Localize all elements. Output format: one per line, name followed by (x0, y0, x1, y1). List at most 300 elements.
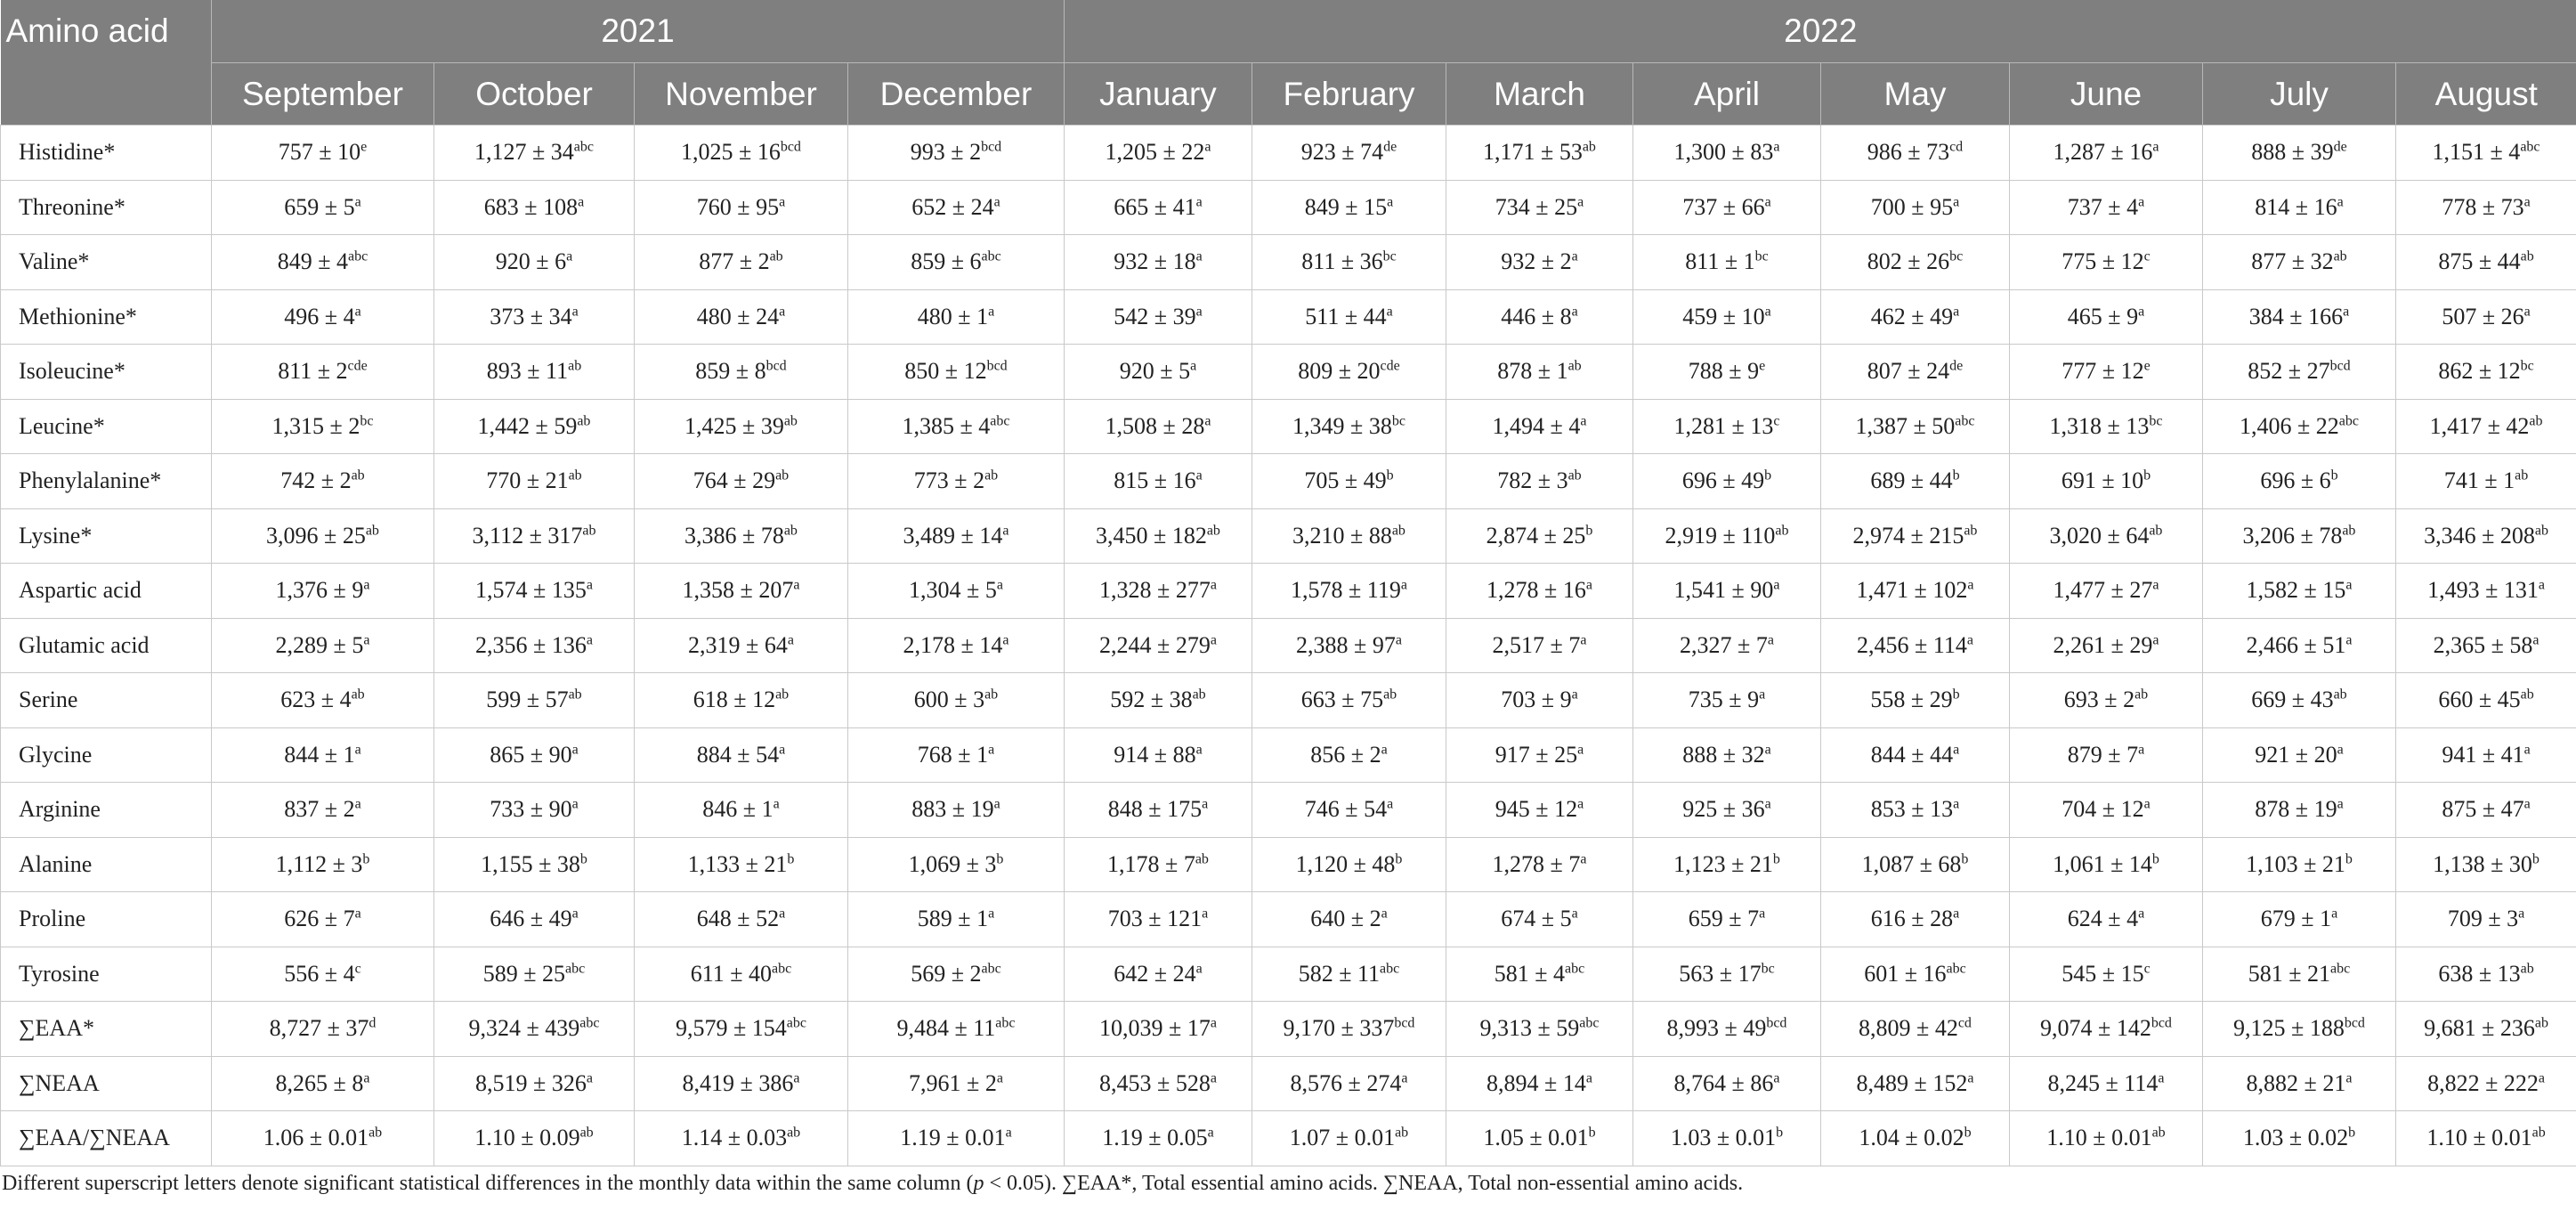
cell-value: 8,576 ± 274 (1290, 1069, 1402, 1096)
cell-value: 737 ± 4 (2067, 193, 2139, 220)
table-cell (1821, 126, 2010, 181)
table-cell (1821, 289, 2010, 345)
table-cell (1065, 837, 1252, 892)
cell-value: 893 ± 11 (486, 358, 569, 385)
table-cell (1065, 235, 1252, 290)
table-row (1, 947, 2576, 1002)
cell-value: 920 ± 5 (1119, 358, 1191, 385)
table-cell (1446, 673, 1633, 728)
cell-significance-letters: c (2143, 961, 2151, 977)
table-cell (2010, 180, 2203, 235)
cell-value: 1,471 ± 102 (1856, 577, 1968, 604)
cell-value: 2,456 ± 114 (1857, 631, 1967, 658)
cell-significance-letters: a (1953, 796, 1960, 812)
month-header: October (434, 63, 635, 126)
cell-significance-letters: ab (984, 687, 999, 703)
cell-significance-letters: ab (2520, 248, 2534, 264)
cell-value: 3,206 ± 78 (2242, 522, 2343, 549)
month-header: September (212, 63, 434, 126)
cell-value: 770 ± 21 (486, 467, 569, 494)
row-label: Alanine (1, 837, 212, 892)
table-cell (1065, 454, 1252, 509)
cell-significance-letters: a (779, 194, 786, 210)
cell-value: 582 ± 11 (1298, 960, 1381, 987)
table-row (1, 235, 2576, 290)
cell-value: 700 ± 95 (1870, 193, 1954, 220)
cell-significance-letters: a (2138, 194, 2145, 210)
cell-significance-letters: ab (568, 687, 582, 703)
table-cell (1633, 1111, 1821, 1166)
cell-value: 462 ± 49 (1870, 303, 1954, 329)
cell-value: 652 ± 24 (911, 193, 994, 220)
table-cell (434, 289, 635, 345)
cell-significance-letters: b (1386, 467, 1394, 484)
cell-value: 616 ± 28 (1870, 906, 1954, 932)
cell-value: 623 ± 4 (280, 687, 352, 713)
table-cell (1065, 1111, 1252, 1166)
month-header: March (1446, 63, 1633, 126)
cell-value: 1,278 ± 16 (1486, 577, 1586, 604)
cell-value: 10,039 ± 17 (1099, 1015, 1211, 1042)
cell-significance-letters: a (1759, 687, 1766, 703)
cell-value: 849 ± 15 (1304, 193, 1388, 220)
cell-value: 511 ± 44 (1305, 303, 1387, 329)
cell-significance-letters: ab (2135, 687, 2149, 703)
cell-significance-letters: a (1401, 1070, 1408, 1086)
cell-value: 592 ± 38 (1110, 687, 1193, 713)
cell-significance-letters: a (2152, 632, 2159, 648)
cell-significance-letters: a (571, 304, 579, 320)
table-cell (2010, 1111, 2203, 1166)
table-cell (2203, 1056, 2396, 1111)
cell-value: 558 ± 29 (1870, 687, 1953, 713)
cell-value: 696 ± 49 (1681, 467, 1765, 494)
cell-value: 1.03 ± 0.02 (2242, 1125, 2349, 1151)
table-cell (1065, 289, 1252, 345)
cell-significance-letters: abc (1946, 961, 1966, 977)
cell-significance-letters: bcd (2344, 1015, 2365, 1031)
table-cell (848, 618, 1065, 673)
cell-value: 2,466 ± 51 (2246, 631, 2346, 658)
cell-value: 1,281 ± 13 (1673, 412, 1774, 439)
table-cell (1633, 1002, 1821, 1057)
table-cell (434, 892, 635, 947)
table-cell (1446, 180, 1633, 235)
cell-value: 737 ± 66 (1682, 193, 1765, 220)
month-header: June (2010, 63, 2203, 126)
cell-value: 642 ± 24 (1114, 960, 1196, 987)
cell-value: 3,346 ± 208 (2424, 522, 2535, 549)
cell-value: 877 ± 32 (2251, 248, 2334, 275)
cell-significance-letters: de (1949, 358, 1964, 374)
cell-value: 1,205 ± 22 (1105, 139, 1205, 166)
table-cell (848, 947, 1065, 1002)
cell-significance-letters: b (2330, 467, 2338, 484)
cell-value: 1,138 ± 30 (2433, 850, 2532, 877)
table-cell (1633, 564, 1821, 619)
cell-value: 1,582 ± 15 (2246, 577, 2346, 604)
cell-value: 859 ± 6 (911, 248, 982, 275)
cell-value: 581 ± 21 (2248, 960, 2331, 987)
cell-significance-letters: b (1588, 1125, 1596, 1141)
table-cell (1065, 508, 1252, 564)
cell-significance-letters: a (996, 577, 1003, 593)
table-row (1, 508, 2576, 564)
table-cell (2203, 508, 2396, 564)
cell-significance-letters: abc (579, 1015, 600, 1031)
cell-significance-letters: ab (1206, 523, 1220, 539)
cell-value: 9,125 ± 188 (2233, 1015, 2345, 1042)
cell-significance-letters: a (566, 248, 573, 264)
cell-value: 1,387 ± 50 (1855, 412, 1956, 439)
table-cell (2396, 235, 2576, 290)
cell-significance-letters: a (1207, 1125, 1214, 1141)
cell-value: 3,210 ± 88 (1292, 522, 1392, 549)
table-row (1, 1056, 2576, 1111)
table-cell (848, 126, 1065, 181)
cell-value: 1,103 ± 21 (2246, 850, 2345, 877)
cell-significance-letters: b (787, 851, 795, 867)
cell-significance-letters: cd (1949, 139, 1964, 155)
table-cell (1446, 126, 1633, 181)
cell-significance-letters: b (2143, 467, 2151, 484)
table-cell (1633, 454, 1821, 509)
cell-significance-letters: a (1387, 194, 1394, 210)
table-cell (2010, 783, 2203, 838)
table-cell (1252, 618, 1446, 673)
cell-value: 465 ± 9 (2067, 303, 2139, 329)
cell-significance-letters: a (1002, 632, 1009, 648)
cell-value: 8,419 ± 386 (682, 1069, 794, 1096)
cell-significance-letters: a (363, 577, 370, 593)
cell-significance-letters: a (2158, 1070, 2165, 1086)
cell-significance-letters: a (354, 194, 361, 210)
cell-value: 626 ± 7 (284, 906, 355, 932)
table-cell (1252, 1056, 1446, 1111)
table-cell (2396, 673, 2576, 728)
cell-value: 1,155 ± 38 (481, 850, 580, 877)
cell-value: 878 ± 1 (1497, 358, 1568, 385)
cell-value: 1,087 ± 68 (1861, 850, 1962, 877)
cell-significance-letters: bc (360, 413, 374, 429)
cell-significance-letters: ab (787, 1125, 801, 1141)
cell-value: 446 ± 8 (1501, 303, 1572, 329)
cell-significance-letters: a (779, 304, 786, 320)
cell-value: 569 ± 2 (911, 960, 982, 987)
cell-value: 704 ± 12 (2062, 796, 2144, 823)
table-cell (1252, 727, 1446, 783)
cell-value: 856 ± 2 (1310, 741, 1381, 768)
table-cell (1065, 399, 1252, 454)
cell-value: 1,300 ± 83 (1673, 139, 1774, 166)
table-cell (1446, 454, 1633, 509)
cell-value: 884 ± 54 (696, 741, 780, 768)
cell-significance-letters: b (1585, 523, 1593, 539)
footnote-text-start: Different superscript letters denote significant statistical differences in the monthly data within the same column ( (2, 1171, 974, 1195)
table-cell (2203, 783, 2396, 838)
cell-significance-letters: a (1381, 742, 1388, 758)
cell-significance-letters: a (988, 304, 995, 320)
table-cell (212, 345, 434, 400)
cell-significance-letters: ab (2333, 248, 2347, 264)
row-label: ∑EAA/∑NEAA (1, 1111, 212, 1166)
table-cell (1252, 892, 1446, 947)
cell-significance-letters: ab (582, 523, 596, 539)
table-cell (2203, 727, 2396, 783)
cell-value: 2,327 ± 7 (1680, 631, 1768, 658)
table-cell (1821, 345, 2010, 400)
cell-significance-letters: a (571, 742, 579, 758)
cell-value: 1,406 ± 22 (2240, 412, 2339, 439)
cell-significance-letters: a (1953, 742, 1960, 758)
table-cell (1821, 1111, 2010, 1166)
table-cell (848, 235, 1065, 290)
cell-value: 1,494 ± 4 (1492, 412, 1581, 439)
table-cell (1821, 180, 2010, 235)
cell-value: 1,304 ± 5 (909, 577, 997, 604)
year-header-2022: 2022 (1065, 0, 2576, 63)
year-header-row (1, 0, 2576, 63)
table-cell (212, 783, 434, 838)
table-cell (848, 1056, 1065, 1111)
cell-significance-letters: ab (568, 358, 582, 374)
cell-significance-letters: bcd (1394, 1015, 1415, 1031)
cell-significance-letters: a (354, 906, 361, 922)
cell-value: 9,681 ± 236 (2424, 1015, 2535, 1042)
cell-value: 852 ± 27 (2248, 358, 2330, 385)
cell-significance-letters: a (2523, 194, 2531, 210)
table-footnote (0, 1166, 2576, 1196)
cell-significance-letters: ab (1195, 851, 1209, 867)
cell-significance-letters: ab (351, 467, 365, 484)
cell-value: 1,133 ± 21 (687, 850, 788, 877)
table-cell (2010, 345, 2203, 400)
cell-significance-letters: a (1571, 687, 1578, 703)
cell-value: 599 ± 57 (486, 687, 569, 713)
table-cell (1065, 1002, 1252, 1057)
cell-value: 1,574 ± 135 (475, 577, 587, 604)
cell-significance-letters: ab (2531, 1125, 2546, 1141)
table-cell (434, 947, 635, 1002)
cell-value: 8,822 ± 222 (2427, 1069, 2539, 1096)
cell-significance-letters: d (369, 1015, 377, 1031)
table-cell (2010, 618, 2203, 673)
table-cell (1446, 1111, 1633, 1166)
cell-significance-letters: bcd (2151, 1015, 2172, 1031)
cell-value: 9,484 ± 11 (896, 1015, 996, 1042)
table-cell (2203, 289, 2396, 345)
cell-value: 802 ± 26 (1867, 248, 1950, 275)
cell-value: 1,477 ± 27 (2053, 577, 2153, 604)
cell-significance-letters: a (363, 632, 370, 648)
cell-significance-letters: a (1210, 1070, 1217, 1086)
table-cell (1252, 454, 1446, 509)
cell-significance-letters: bc (1754, 248, 1769, 264)
cell-significance-letters: a (2331, 906, 2338, 922)
table-cell (1446, 235, 1633, 290)
cell-significance-letters: abc (348, 248, 369, 264)
table-cell (1252, 673, 1446, 728)
table-cell (1821, 727, 2010, 783)
month-header: February (1252, 63, 1446, 126)
cell-significance-letters: b (2151, 851, 2159, 867)
month-header: January (1065, 63, 1252, 126)
table-cell (212, 235, 434, 290)
row-label: ∑NEAA (1, 1056, 212, 1111)
table-cell (1821, 508, 2010, 564)
cell-value: 9,170 ± 337 (1283, 1015, 1395, 1042)
cell-significance-letters: abc (565, 961, 586, 977)
table-cell (434, 454, 635, 509)
table-cell (2396, 508, 2576, 564)
table-cell (1252, 837, 1446, 892)
cell-value: 925 ± 36 (1682, 796, 1765, 823)
table-cell (1633, 399, 1821, 454)
table-cell (2010, 454, 2203, 509)
row-label: Aspartic acid (1, 564, 212, 619)
cell-significance-letters: a (993, 796, 1000, 812)
cell-value: 993 ± 2 (910, 139, 982, 166)
table-cell (2010, 1056, 2203, 1111)
table-cell (2396, 618, 2576, 673)
year-header-2021: 2021 (212, 0, 1065, 63)
table-cell (2010, 947, 2203, 1002)
cell-value: 735 ± 9 (1688, 687, 1760, 713)
cell-value: 1,358 ± 207 (682, 577, 794, 604)
table-cell (1252, 947, 1446, 1002)
cell-significance-letters: a (793, 577, 800, 593)
table-cell (635, 673, 848, 728)
cell-value: 3,112 ± 317 (472, 522, 583, 549)
month-header: April (1633, 63, 1821, 126)
table-cell (635, 454, 848, 509)
cell-value: 742 ± 2 (280, 467, 352, 494)
cell-significance-letters: a (1953, 304, 1960, 320)
cell-value: 1,112 ± 3 (275, 850, 363, 877)
table-cell (2396, 399, 2576, 454)
table-cell (635, 399, 848, 454)
cell-significance-letters: abc (1579, 1015, 1600, 1031)
table-cell (434, 180, 635, 235)
cell-value: 921 ± 20 (2255, 741, 2337, 768)
cell-value: 945 ± 12 (1495, 796, 1578, 823)
table-cell (1633, 289, 1821, 345)
cell-significance-letters: bcd (2329, 358, 2351, 374)
table-cell (2396, 126, 2576, 181)
cell-significance-letters: a (1580, 413, 1587, 429)
table-row (1, 1111, 2576, 1166)
table-cell (2396, 892, 2576, 947)
table-cell (2396, 289, 2576, 345)
cell-value: 1.10 ± 0.01 (2426, 1125, 2532, 1151)
table-row (1, 564, 2576, 619)
cell-value: 659 ± 7 (1688, 906, 1760, 932)
cell-value: 2,289 ± 5 (275, 631, 364, 658)
cell-significance-letters: a (1585, 577, 1592, 593)
cell-value: 760 ± 95 (696, 193, 780, 220)
table-row (1, 399, 2576, 454)
cell-significance-letters: abc (573, 139, 594, 155)
cell-value: 703 ± 121 (1107, 906, 1203, 932)
table-cell (848, 399, 1065, 454)
table-cell (1446, 508, 1633, 564)
cell-value: 917 ± 25 (1495, 741, 1578, 768)
cell-significance-letters: a (2345, 577, 2353, 593)
cell-value: 1,171 ± 53 (1483, 139, 1583, 166)
cell-value: 2,261 ± 29 (2053, 631, 2153, 658)
table-cell (2010, 727, 2203, 783)
cell-significance-letters: a (996, 1070, 1003, 1086)
table-cell (212, 126, 434, 181)
cell-value: 768 ± 1 (917, 741, 989, 768)
table-cell (2010, 235, 2203, 290)
table-row (1, 289, 2576, 345)
table-cell (848, 345, 1065, 400)
table-cell (2203, 126, 2396, 181)
cell-significance-letters: ab (1567, 467, 1582, 484)
cell-significance-letters: a (1387, 796, 1394, 812)
table-cell (635, 1002, 848, 1057)
table-cell (434, 1111, 635, 1166)
cell-value: 660 ± 45 (2438, 687, 2521, 713)
cell-value: 1,442 ± 59 (477, 412, 578, 439)
table-cell (434, 345, 635, 400)
table-cell (848, 892, 1065, 947)
table-cell (2010, 837, 2203, 892)
table-cell (1633, 727, 1821, 783)
table-cell (2396, 1002, 2576, 1057)
cell-significance-letters: a (1395, 632, 1402, 648)
cell-value: 773 ± 2 (913, 467, 985, 494)
table-cell (2203, 399, 2396, 454)
cell-value: 480 ± 24 (696, 303, 780, 329)
table-cell (1446, 399, 1633, 454)
table-row (1, 783, 2576, 838)
cell-value: 837 ± 2 (284, 796, 355, 823)
cell-significance-letters: b (1961, 851, 1969, 867)
cell-significance-letters: a (1577, 796, 1584, 812)
cell-value: 1,508 ± 28 (1105, 412, 1205, 439)
table-cell (2203, 892, 2396, 947)
table-cell (1633, 783, 1821, 838)
table-cell (1252, 289, 1446, 345)
cell-significance-letters: b (1776, 1125, 1784, 1141)
row-label: Leucine* (1, 399, 212, 454)
cell-significance-letters: cde (347, 358, 368, 374)
table-cell (1065, 345, 1252, 400)
table-cell (2203, 1111, 2396, 1166)
cell-significance-letters: abc (995, 1015, 1016, 1031)
cell-significance-letters: c (1773, 413, 1780, 429)
cell-value: 507 ± 26 (2442, 303, 2524, 329)
cell-significance-letters: a (1966, 632, 1973, 648)
row-label: Lysine* (1, 508, 212, 564)
cell-value: 8,727 ± 37 (269, 1015, 369, 1042)
table-cell (848, 783, 1065, 838)
cell-significance-letters: a (1190, 358, 1197, 374)
cell-significance-letters: e (360, 139, 368, 155)
cell-value: 638 ± 13 (2438, 960, 2521, 987)
table-cell (434, 235, 635, 290)
table-cell (848, 673, 1065, 728)
table-cell (1446, 837, 1633, 892)
cell-value: 775 ± 12 (2062, 248, 2144, 275)
row-label: Serine (1, 673, 212, 728)
cell-value: 1.07 ± 0.01 (1289, 1125, 1396, 1151)
cell-value: 9,074 ± 142 (2040, 1015, 2151, 1042)
cell-significance-letters: a (1759, 906, 1766, 922)
cell-value: 3,489 ± 14 (903, 522, 1003, 549)
